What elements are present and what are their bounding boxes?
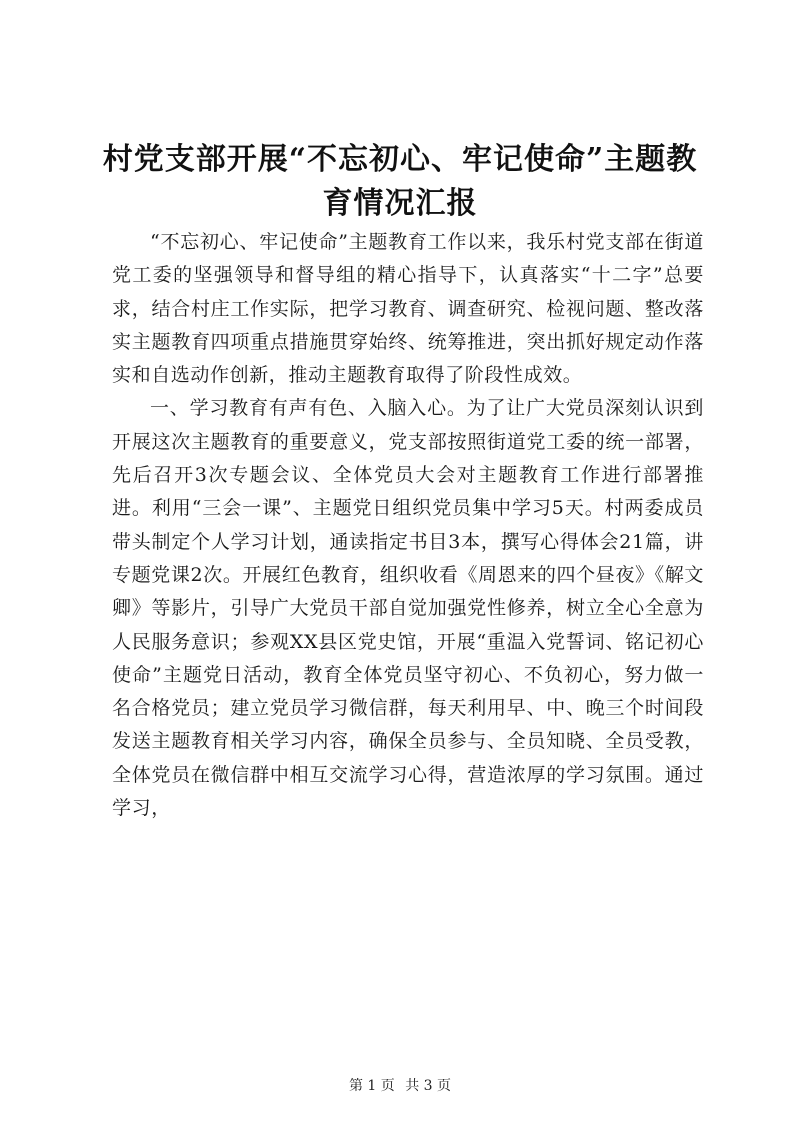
page-total: 共 3 页: [405, 1078, 452, 1094]
page-footer: [0, 1076, 800, 1096]
section-one-paragraph: 一、学习教育有声有色、入脑入心。为了让广大党员深刻认识到开展这次主题教育的重要意义，党支部按照街道党工委的统一部署，先后召开3次专题会议、全体党员大会对主题教育工作进行部署推进。利用“三会一课”、主题党日组织党员集中学习5天。村两委成员带头制定个人学习计划，通读指定书目3本，撰写心得体会21篇，讲专题党课2次。开展红色教育，组织收看《周恩来的四个昼夜》《解文卿》等影片，引导广大党员干部自觉加强党性修养，树立全心全意为人民服务意识；参观XX县区党史馆，开展“重温入党誓词、铭记初心使命”主题党日活动，教育全体党员坚守初心、不负初心，努力做一名合格党员；建立党员学习微信群，每天利用早、中、晚三个时间段发送主题教育相关学习内容，确保全员参与、全员知晓、全员受教，全体党员在微信群中相互交流学习心得，营造浓厚的学习氛围。通过学习，: [112, 397, 704, 820]
page-number: 第 1 页: [348, 1078, 395, 1094]
page-title: 村党支部开展“不忘初心、牢记使命”主题教育情况汇报: [102, 142, 698, 221]
intro-paragraph: “不忘初心、牢记使命”主题教育工作以来，我乐村党支部在街道党工委的坚强领导和督导组的精心指导下，认真落实“十二字”总要求，结合村庄工作实际，把学习教育、调查研究、检视问题、整改落实主题教育四项重点措施贯穿始终、统筹推进，突出抓好规定动作落实和自选动作创新，推动主题教育取得了阶段性成效。: [112, 231, 704, 387]
document-body: [112, 226, 704, 825]
